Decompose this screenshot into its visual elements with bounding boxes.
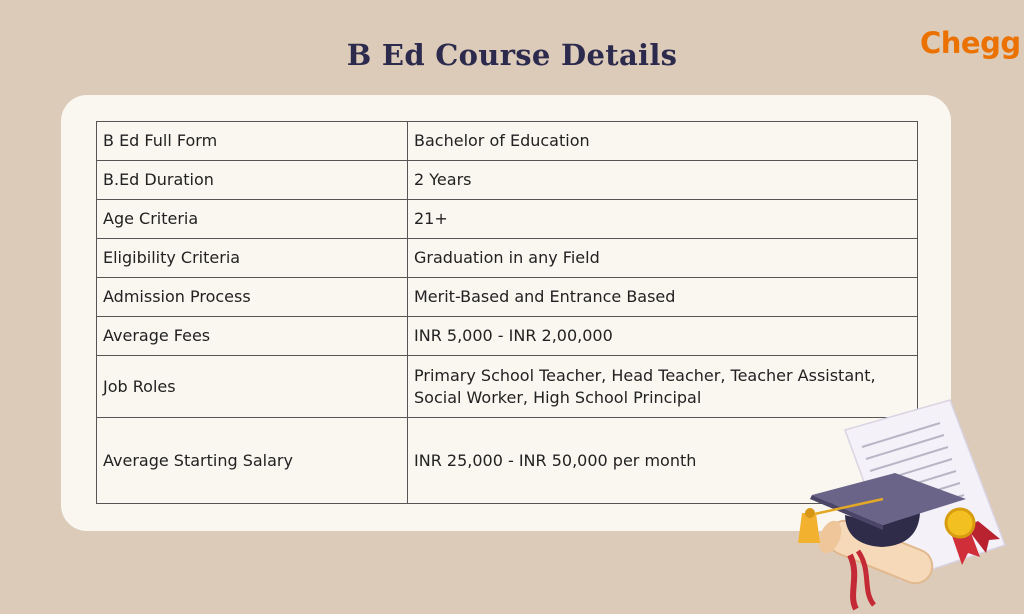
row-label: Admission Process — [97, 278, 408, 317]
row-value: Bachelor of Education — [408, 122, 918, 161]
row-value: 21+ — [408, 200, 918, 239]
row-label: Eligibility Criteria — [97, 239, 408, 278]
row-value: INR 25,000 - INR 50,000 per month — [408, 418, 918, 504]
table-row — [97, 278, 918, 317]
row-value: Primary School Teacher, Head Teacher, Teacher Assistant, Social Worker, High School Principal — [408, 356, 918, 418]
row-label: B.Ed Duration — [97, 161, 408, 200]
row-label: Job Roles — [97, 356, 408, 418]
table-row — [97, 161, 918, 200]
row-value: Graduation in any Field — [408, 239, 918, 278]
row-value: INR 5,000 - INR 2,00,000 — [408, 317, 918, 356]
row-label: B Ed Full Form — [97, 122, 408, 161]
table-row — [97, 239, 918, 278]
table-row — [97, 317, 918, 356]
table-row — [97, 122, 918, 161]
row-value: 2 Years — [408, 161, 918, 200]
row-value: Merit-Based and Entrance Based — [408, 278, 918, 317]
row-label: Age Criteria — [97, 200, 408, 239]
chegg-logo[interactable]: Chegg — [920, 26, 1021, 60]
table-row — [97, 200, 918, 239]
graduation-illustration — [790, 395, 1020, 614]
row-label: Average Starting Salary — [97, 418, 408, 504]
row-label: Average Fees — [97, 317, 408, 356]
page-title: B Ed Course Details — [346, 38, 678, 72]
